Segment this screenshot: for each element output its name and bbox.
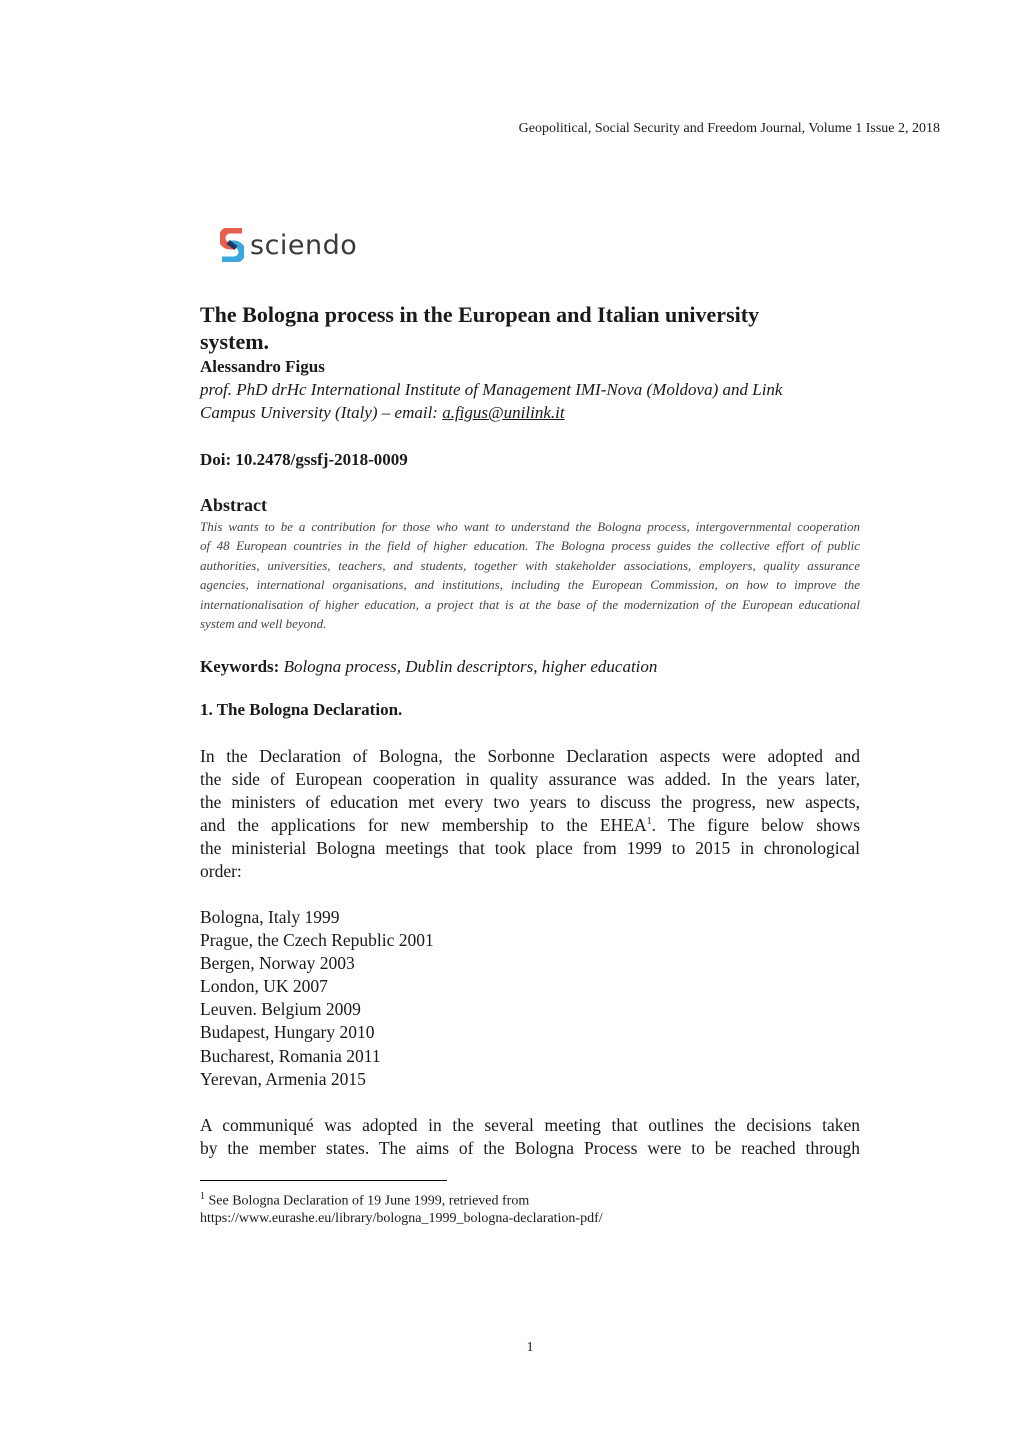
meeting-item: Yerevan, Armenia 2015: [200, 1069, 366, 1089]
keywords-label: Keywords:: [200, 657, 280, 676]
sciendo-logo-icon: [220, 228, 244, 262]
page-number: 1: [526, 1340, 534, 1355]
paragraph-line: order:: [200, 861, 242, 881]
abstract-line: system and well beyond.: [200, 616, 327, 631]
sciendo-logo: [220, 228, 357, 262]
paragraph-text: and the applications for new membership to the EHEA: [200, 815, 647, 835]
footnote-text: See Bologna Declaration of 19 June 1999, retrieved from: [205, 1193, 530, 1209]
logo-text: sciendo: [250, 229, 358, 261]
paper-title-line-1: The Bologna process in the European and Italian university: [200, 302, 760, 327]
section-heading: 1. The Bologna Declaration.: [200, 700, 403, 719]
paragraph-line: [200, 815, 860, 836]
abstract-line: internationalisation of higher education, a project that is at the base of the modernization of the European educational: [200, 597, 860, 612]
abstract-heading: Abstract: [200, 495, 267, 515]
abstract-line: authorities, universities, teachers, and students, together with stakeholder associations, employers, quality assurance: [200, 558, 860, 573]
author-email-link[interactable]: a.figus@unilink.it: [442, 403, 565, 422]
meeting-item: Budapest, Hungary 2010: [200, 1022, 375, 1042]
footnote-url[interactable]: https://www.eurashe.eu/library/bologna_1999_bologna-declaration-pdf/: [200, 1211, 603, 1226]
meeting-item: Bologna, Italy 1999: [200, 907, 340, 927]
footnote-ref[interactable]: 1: [646, 816, 652, 828]
abstract-line: of 48 European countries in the field of higher education. The Bologna process guides the collective effort of public: [200, 538, 860, 553]
meeting-item: London, UK 2007: [200, 976, 328, 996]
affiliation-line-2: [200, 403, 565, 423]
paragraph-line: In the Declaration of Bologna, the Sorbonne Declaration aspects were adopted and: [200, 746, 860, 766]
meeting-item: Prague, the Czech Republic 2001: [200, 930, 434, 950]
keywords-value: Bologna process, Dublin descriptors, higher education: [283, 657, 658, 676]
paragraph-text: . The figure below shows: [651, 815, 860, 835]
meeting-item: Bucharest, Romania 2011: [200, 1046, 381, 1066]
keywords: [200, 657, 657, 677]
doi: Doi: 10.2478/gssfj-2018-0009: [200, 450, 408, 469]
paragraph-line: the ministerial Bologna meetings that took place from 1999 to 2015 in chronological: [200, 838, 860, 858]
paragraph-line: the ministers of education met every two years to discuss the progress, new aspects,: [200, 792, 860, 812]
footnote-line-1: [200, 1191, 529, 1210]
affiliation-line-1: prof. PhD drHc International Institute of Management IMI-Nova (Moldova) and Link: [200, 380, 783, 399]
author-name: Alessandro Figus: [200, 357, 325, 376]
abstract-line: This wants to be a contribution for those who want to understand the Bologna process, intergovernmental cooperation: [200, 519, 860, 534]
paper-title-line-2: system.: [200, 329, 270, 354]
footnote-number: 1: [200, 1191, 205, 1202]
paragraph-line: by the member states. The aims of the Bologna Process were to be reached through: [200, 1138, 860, 1158]
paragraph-line: A communiqué was adopted in the several meeting that outlines the decisions taken: [200, 1115, 860, 1135]
affiliation-text: Campus University (Italy) – email:: [200, 403, 443, 422]
footnote-divider: [200, 1180, 447, 1181]
paragraph-line: the side of European cooperation in quality assurance was added. In the years later,: [200, 769, 860, 789]
meeting-item: Leuven. Belgium 2009: [200, 999, 361, 1019]
meeting-item: Bergen, Norway 2003: [200, 953, 355, 973]
abstract-line: agencies, international organisations, and institutions, including the European Commission, on how to improve the: [200, 577, 860, 592]
running-header: Geopolitical, Social Security and Freedom Journal, Volume 1 Issue 2, 2018: [518, 121, 940, 136]
